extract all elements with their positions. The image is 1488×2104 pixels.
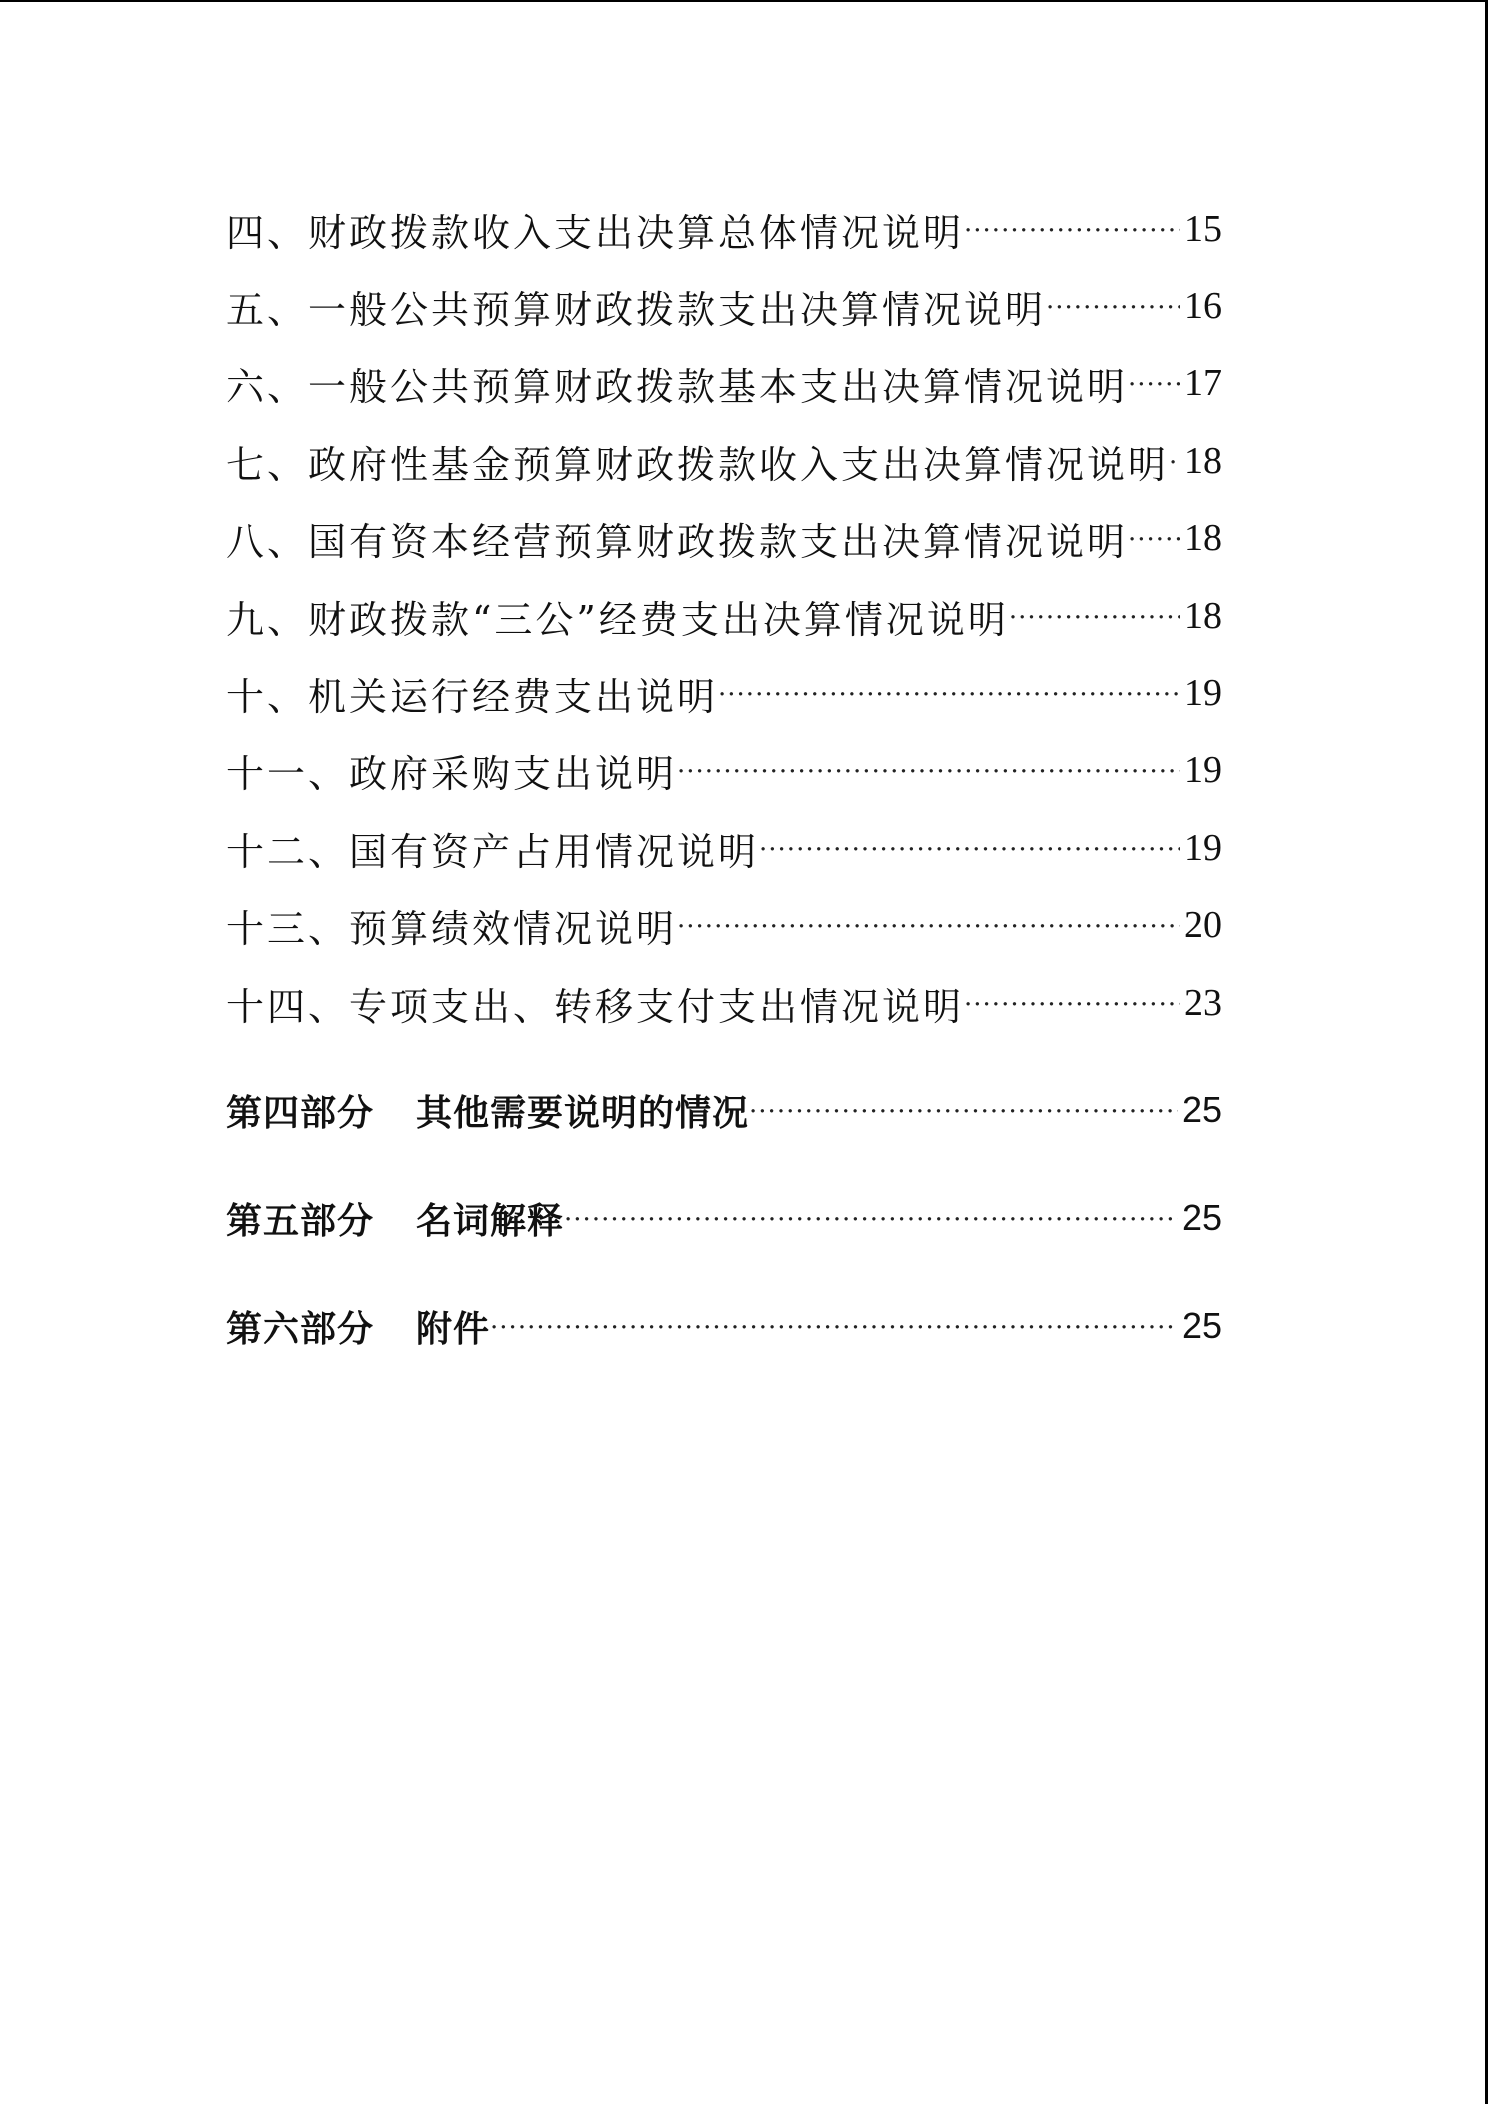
toc-page-number: 17	[1184, 362, 1222, 404]
toc-leader-dots	[1128, 521, 1180, 555]
toc-leader-dots	[749, 1093, 1178, 1127]
toc-entry-title: 七、政府性基金预算财政拨款收入支出决算情况说明	[226, 442, 1170, 487]
toc-leader-dots	[1128, 366, 1180, 400]
toc-page-number: 19	[1184, 672, 1222, 714]
toc-leader-dots	[1046, 289, 1180, 323]
toc-part-heading	[226, 1193, 564, 1244]
toc-entry-title: 十一、政府采购支出说明	[226, 751, 678, 796]
toc-part-label: 第四部分	[226, 1092, 375, 1134]
toc-entry-title: 五、一般公共预算财政拨款支出决算情况说明	[226, 287, 1047, 332]
toc-leader-dots	[677, 908, 1180, 942]
toc-part-title: 名词解释	[416, 1200, 565, 1242]
toc-entry-section-8[interactable]	[226, 508, 1222, 568]
toc-page-number: 18	[1184, 517, 1222, 559]
toc-page-number: 18	[1184, 440, 1222, 482]
toc-part-label: 第六部分	[226, 1308, 375, 1350]
toc-entry-section-12[interactable]	[226, 818, 1222, 878]
toc-entry-part-5[interactable]	[226, 1188, 1222, 1248]
toc-entry-part-4[interactable]	[226, 1080, 1222, 1140]
toc-leader-dots	[677, 753, 1180, 787]
toc-leader-dots	[1009, 599, 1180, 633]
toc-part-title: 附件	[416, 1308, 491, 1350]
toc-leader-dots	[759, 831, 1180, 865]
toc-page-number: 15	[1184, 208, 1222, 250]
toc-part-heading	[226, 1301, 490, 1352]
toc-leader-dots	[964, 986, 1180, 1020]
toc-entry-title: 十二、国有资产占用情况说明	[226, 829, 760, 874]
toc-page-number: 18	[1184, 595, 1222, 637]
toc-entry-section-4[interactable]	[226, 199, 1222, 259]
toc-page-number: 25	[1181, 1089, 1222, 1130]
toc-entry-title: 十四、专项支出、转移支付支出情况说明	[226, 984, 965, 1029]
toc-leader-dots	[564, 1201, 1178, 1235]
page-top-border	[0, 0, 1488, 2]
toc-entry-title: 四、财政拨款收入支出决算总体情况说明	[226, 210, 965, 255]
toc-entry-title: 十三、预算绩效情况说明	[226, 906, 678, 951]
toc-page-number: 23	[1184, 982, 1222, 1024]
toc-entry-section-9[interactable]	[226, 586, 1222, 646]
toc-entry-part-6[interactable]	[226, 1296, 1222, 1356]
toc-page-number: 20	[1184, 904, 1222, 946]
toc-leader-dots	[490, 1309, 1178, 1343]
toc-page-number: 25	[1181, 1197, 1222, 1238]
toc-part-heading	[226, 1085, 749, 1136]
toc-entry-section-5[interactable]	[226, 276, 1222, 336]
toc-leader-dots	[718, 676, 1180, 710]
toc-part-title: 其他需要说明的情况	[416, 1092, 750, 1134]
toc-page-number: 16	[1184, 285, 1222, 327]
toc-leader-dots	[964, 212, 1180, 246]
toc-entry-title: 十、机关运行经费支出说明	[226, 674, 719, 719]
toc-page-number: 19	[1184, 749, 1222, 791]
toc-entry-section-13[interactable]	[226, 895, 1222, 955]
toc-entry-section-11[interactable]	[226, 740, 1222, 800]
toc-entry-section-6[interactable]	[226, 353, 1222, 413]
toc-entry-title: 九、财政拨款“三公”经费支出决算情况说明	[226, 597, 1009, 642]
toc-page-number: 25	[1181, 1305, 1222, 1346]
toc-entry-title: 六、一般公共预算财政拨款基本支出决算情况说明	[226, 364, 1129, 409]
toc-part-label: 第五部分	[226, 1200, 375, 1242]
toc-entry-section-14[interactable]	[226, 973, 1222, 1033]
toc-entry-title: 八、国有资本经营预算财政拨款支出决算情况说明	[226, 519, 1129, 564]
toc-leader-dots	[1169, 444, 1180, 478]
toc-entry-section-10[interactable]	[226, 663, 1222, 723]
toc-entry-section-7[interactable]	[226, 431, 1222, 491]
toc-page-number: 19	[1184, 827, 1222, 869]
